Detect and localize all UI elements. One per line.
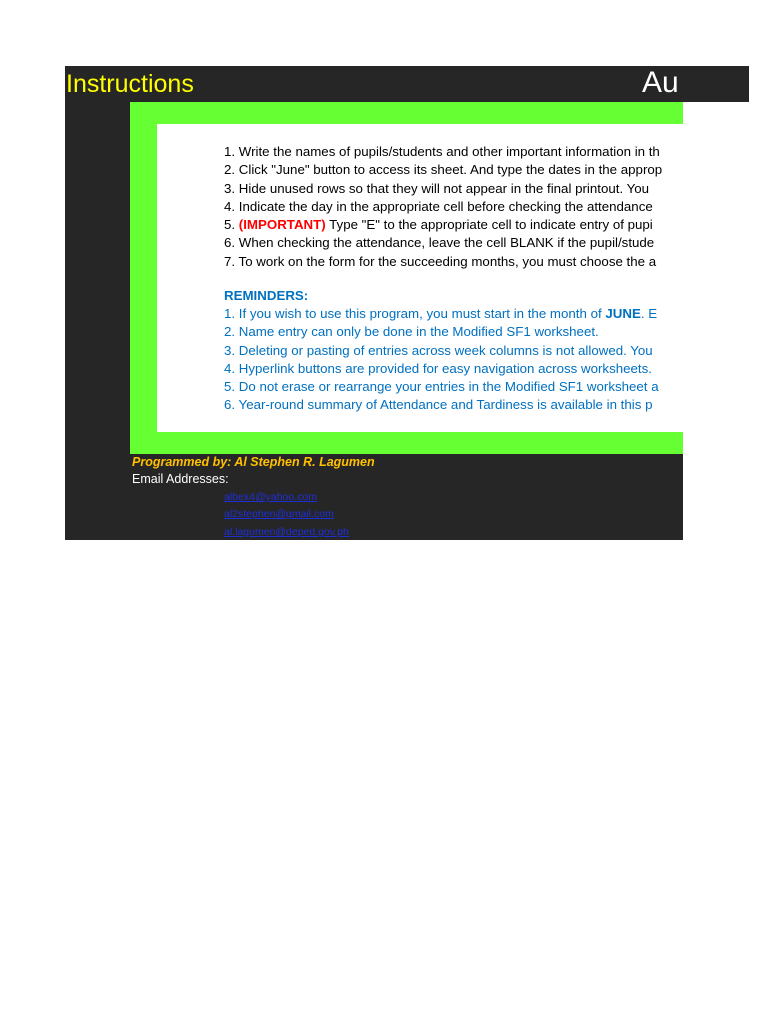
reminder-item: 4. Hyperlink buttons are provided for easy navigation across worksheets. [224,360,652,376]
programmer-credit: Programmed by: Al Stephen R. Lagumen [132,455,375,469]
instructions-list [224,143,662,271]
reminder-item: 3. Deleting or pasting of entries across week columns is not allowed. You [224,342,653,358]
important-label: (IMPORTANT) [238,217,326,233]
instruction-item: 1. Write the names of pupils/students and other important information in th [224,144,660,159]
reminder-item: 2. Name entry can only be done in the Modified SF1 worksheet. [224,324,599,340]
instruction-item [224,216,662,234]
reminder-bold: JUNE [605,306,641,321]
reminder-text: . E [640,306,658,321]
email-link[interactable]: albex4@yahoo.com [224,491,317,503]
instruction-item: 7. To work on the form for the succeeding months, you must choose the a [224,253,657,269]
email-link[interactable]: al2stephen@gmail.com [224,508,334,520]
instruction-item: 3. Hide unused rows so that they will not appear in the final printout. You [224,180,650,196]
reminders-list [224,305,659,415]
reminder-item: 6. Year-round summary of Attendance and Tardiness is available in this p [224,397,653,413]
email-label: Email Addresses: [132,472,229,486]
reminder-item [224,305,659,323]
instruction-item: 4. Indicate the day in the appropriate cell before checking the attendance [224,198,653,214]
instruction-item: 6. When checking the attendance, leave the cell BLANK if the pupil/stude [224,235,655,251]
instructions-box [157,124,683,432]
reminders-heading: REMINDERS: [224,288,309,303]
email-link[interactable]: al.lagumen@deped.gov.ph [224,526,349,538]
instruction-prefix: 5. [224,217,239,233]
reminder-text: 1. If you wish to use this program, you must start in the month of [224,306,606,321]
cropped-title-right: Au [642,66,679,99]
instruction-item: 2. Click "June" button to access its sheet. And type the dates in the approp [224,162,663,178]
instruction-text: Type "E" to the appropriate cell to indicate entry of pupi [325,217,653,233]
reminder-item: 5. Do not erase or rearrange your entries in the Modified SF1 worksheet a [224,379,659,395]
page-title: Instructions [66,70,194,98]
